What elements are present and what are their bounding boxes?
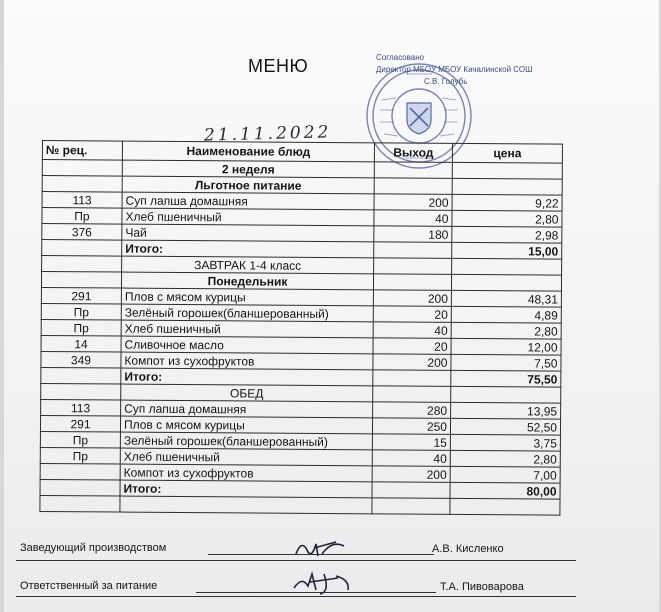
dish-name: Компот из сухофруктов xyxy=(120,464,372,482)
section-title: Льготное питание xyxy=(122,176,374,194)
dish-output: 40 xyxy=(373,322,451,339)
dish-price: 52,50 xyxy=(450,418,560,435)
dish-name: Сливочное масло xyxy=(121,336,373,354)
empty-row xyxy=(40,495,560,515)
recipe-code: Пр xyxy=(41,303,121,320)
dish-name: Чай xyxy=(122,224,374,242)
dish-output: 180 xyxy=(374,226,452,243)
menu-sheet xyxy=(4,0,659,612)
dish-output: 20 xyxy=(373,306,451,323)
signature-row-production xyxy=(20,542,580,554)
approval-line: Директор МБОУ МБОУ Качалинской СОШ xyxy=(376,65,533,74)
signature-role: Ответственный за питание xyxy=(20,580,158,592)
dish-output: 40 xyxy=(372,450,450,467)
week-label: 2 неделя xyxy=(122,160,374,178)
approval-line: С.В. Голубь xyxy=(424,77,468,86)
dish-output: 40 xyxy=(374,210,452,227)
signature-name: А.В. Кисленко xyxy=(432,543,504,555)
section-title: ОБЕД xyxy=(121,384,373,402)
dish-name: Хлеб пшеничный xyxy=(120,448,372,466)
recipe-code: Пр xyxy=(40,447,120,464)
dish-name: Плов с мясом курицы xyxy=(121,288,373,306)
col-header-output: Выход xyxy=(374,143,452,163)
total-label: Итого: xyxy=(120,480,372,498)
recipe-code: Пр xyxy=(40,431,120,448)
dish-price: 4,89 xyxy=(451,306,561,323)
recipe-code xyxy=(40,463,120,480)
signature-role: Заведующий производством xyxy=(20,542,167,554)
dish-price: 9,22 xyxy=(452,194,562,211)
recipe-code: 291 xyxy=(40,415,120,432)
dish-price: 2,80 xyxy=(452,210,562,227)
recipe-code: 349 xyxy=(41,351,121,368)
section-title: ЗАВТРАК 1-4 класс xyxy=(122,256,374,274)
dish-price: 12,00 xyxy=(451,338,561,355)
signature-row-nutrition xyxy=(20,580,580,592)
dish-price: 48,31 xyxy=(451,290,561,307)
dish-output: 200 xyxy=(373,290,451,307)
total-value: 75,50 xyxy=(451,370,561,387)
dish-price: 7,50 xyxy=(451,354,561,371)
dish-price: 2,80 xyxy=(451,322,561,339)
dish-name: Плов с мясом курицы xyxy=(120,416,372,434)
total-label: Итого: xyxy=(121,368,373,386)
handwritten-signature xyxy=(290,570,360,596)
dish-output: 200 xyxy=(374,194,452,211)
handwritten-signature xyxy=(292,534,352,560)
dish-output: 250 xyxy=(372,418,450,435)
dish-name: Зелёный горошек(бланшерованный) xyxy=(121,304,373,322)
dish-output: 20 xyxy=(373,338,451,355)
total-value: 80,00 xyxy=(450,482,560,499)
dish-name: Компот из сухофруктов xyxy=(121,352,373,370)
section-subtitle: Понедельник xyxy=(121,272,373,290)
dish-name: Хлеб пшеничный xyxy=(121,320,373,338)
col-header-price: цена xyxy=(452,143,562,163)
recipe-code: Пр xyxy=(41,319,121,336)
approval-line: Согласовано xyxy=(376,53,425,62)
recipe-code: 113 xyxy=(42,192,122,209)
dish-output: 200 xyxy=(373,354,451,371)
col-header-name: Наименование блюд xyxy=(122,141,374,162)
menu-table xyxy=(39,140,563,516)
approval-block xyxy=(376,52,532,88)
dish-name: Хлеб пшеничный xyxy=(122,208,374,226)
dish-price: 13,95 xyxy=(451,402,561,419)
recipe-code: 113 xyxy=(41,399,121,416)
dish-price: 3,75 xyxy=(450,434,560,451)
handwritten-date: 21.11.2022 xyxy=(203,122,332,146)
recipe-code: 291 xyxy=(41,287,121,304)
signature-name: Т.А. Пивоварова xyxy=(440,581,524,593)
total-value: 15,00 xyxy=(452,242,562,259)
page-title: МЕНЮ xyxy=(248,56,309,76)
dish-price: 2,80 xyxy=(450,450,560,467)
dish-name: Суп лапша домашняя xyxy=(122,192,374,210)
dish-output: 280 xyxy=(373,402,451,419)
dish-output: 15 xyxy=(372,434,450,451)
dish-price: 7,00 xyxy=(450,466,560,483)
dish-name: Суп лапша домашняя xyxy=(121,400,373,418)
recipe-code: 14 xyxy=(41,335,121,352)
recipe-code: 376 xyxy=(42,224,122,241)
dish-output: 200 xyxy=(372,466,450,483)
dish-name: Зелёный горошек(бланшерованный) xyxy=(120,432,372,450)
col-header-code: № рец. xyxy=(42,141,122,161)
recipe-code: Пр xyxy=(42,208,122,225)
dish-price: 2,98 xyxy=(452,226,562,243)
total-label: Итого: xyxy=(122,240,374,258)
